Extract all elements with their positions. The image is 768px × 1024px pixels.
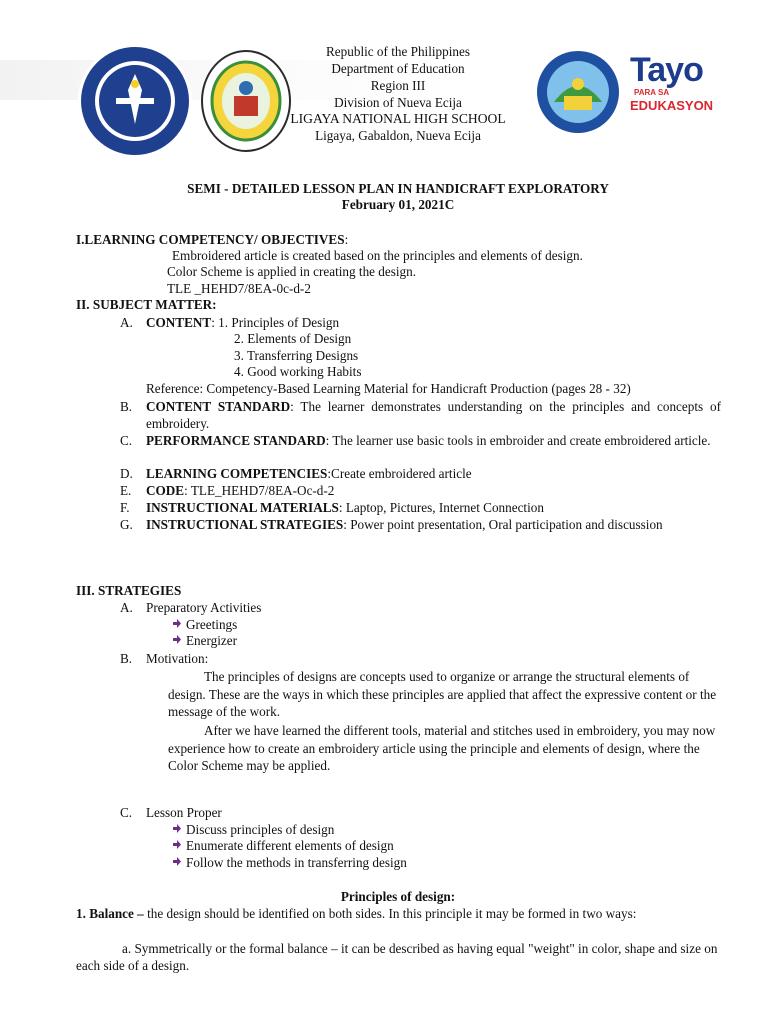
arrow-bullet-icon bbox=[172, 838, 186, 855]
objective-2: Color Scheme is applied in creating the design. bbox=[167, 264, 417, 279]
section1-heading: I.LEARNING COMPETENCY/ OBJECTIVES: bbox=[76, 232, 349, 247]
content-item-4: 4. Good working Habits bbox=[234, 364, 362, 379]
list-item: Greetings bbox=[172, 617, 237, 634]
symmetrical-balance: a. Symmetrically or the formal balance – it can be described as having equal "weight" in color, shape and size on each side of a design. bbox=[76, 941, 718, 973]
list-item: Energizer bbox=[172, 633, 237, 650]
header-republic: Republic of the Philippines bbox=[326, 44, 470, 59]
content-item-3: 3. Transferring Designs bbox=[234, 348, 359, 363]
section3-heading: III. STRATEGIES bbox=[76, 583, 182, 598]
header-address: Ligaya, Gabaldon, Nueva Ecija bbox=[315, 128, 481, 143]
arrow-bullet-icon bbox=[172, 617, 186, 634]
motivation: B. Motivation: bbox=[120, 651, 209, 666]
instructional-materials: F. INSTRUCTIONAL MATERIALS: Laptop, Pictures, Internet Connection bbox=[120, 500, 544, 515]
tayo-logo-para: PARA SA bbox=[634, 88, 670, 97]
reference: Reference: Competency-Based Learning Material for Handicraft Production (pages 28 - 32) bbox=[146, 381, 631, 396]
list-item: Enumerate different elements of design bbox=[172, 838, 394, 855]
content-item: A. CONTENT: 1. Principles of Design bbox=[120, 315, 340, 330]
arrow-bullet-icon bbox=[172, 633, 186, 650]
learning-competencies: D. LEARNING COMPETENCIES:Create embroidered article bbox=[120, 466, 472, 481]
content-item-2: 2. Elements of Design bbox=[234, 331, 352, 346]
list-item: Discuss principles of design bbox=[172, 822, 334, 839]
header-school: LIGAYA NATIONAL HIGH SCHOOL bbox=[290, 111, 506, 126]
tayo-logo-word: Tayo bbox=[630, 51, 703, 89]
objective-3: TLE _HEHD7/8EA-0c-d-2 bbox=[167, 281, 311, 296]
lesson-plan-title: SEMI - DETAILED LESSON PLAN IN HANDICRAFT EXPLORATORY bbox=[187, 181, 609, 196]
preparatory-activities: A. Preparatory Activities bbox=[120, 600, 262, 615]
balance-paragraph: 1. Balance – the design should be identified on both sides. In this principle it may be formed in two ways: bbox=[76, 906, 637, 921]
arrow-bullet-icon bbox=[172, 822, 186, 839]
motivation-paragraph-1: The principles of designs are concepts used to organize or arrange the structural elements of design. These are the ways in which these principles are applied that affect the expressive content or the message of the work. bbox=[168, 669, 717, 719]
arrow-bullet-icon bbox=[172, 855, 186, 872]
content-standard: B. CONTENT STANDARD: The learner demonstrates understanding on the principles and concepts of embroidery. bbox=[120, 399, 721, 431]
header-division: Division of Nueva Ecija bbox=[334, 95, 462, 110]
section2-heading: II. SUBJECT MATTER: bbox=[76, 297, 217, 312]
list-item: Follow the methods in transferring design bbox=[172, 855, 407, 872]
objective-1: Embroidered article is created based on the principles and elements of design. bbox=[172, 248, 583, 263]
principles-heading: Principles of design: bbox=[340, 889, 456, 904]
lesson-proper: C. Lesson Proper bbox=[120, 805, 222, 820]
instructional-strategies: G. INSTRUCTIONAL STRATEGIES: Power point presentation, Oral participation and discussion bbox=[120, 517, 663, 532]
motivation-paragraph-2: After we have learned the different tools, material and stitches used in embroidery, you may now experience how to create an embroidery article using the principle and elements of design, where the Color Scheme may be applied. bbox=[168, 723, 716, 773]
performance-standard: C. PERFORMANCE STANDARD: The learner use basic tools in embroider and create embroidered article. bbox=[120, 433, 711, 448]
header-department: Department of Education bbox=[331, 61, 465, 76]
tayo-logo-edukasyon: EDUKASYON bbox=[630, 98, 714, 113]
lesson-plan-date: February 01, 2021C bbox=[341, 197, 455, 212]
header-region: Region III bbox=[370, 78, 426, 93]
tayo-logo bbox=[628, 52, 720, 118]
school-seal-logo bbox=[536, 50, 620, 134]
code: E. CODE: TLE_HEHD7/8EA-Oc-d-2 bbox=[120, 483, 335, 498]
